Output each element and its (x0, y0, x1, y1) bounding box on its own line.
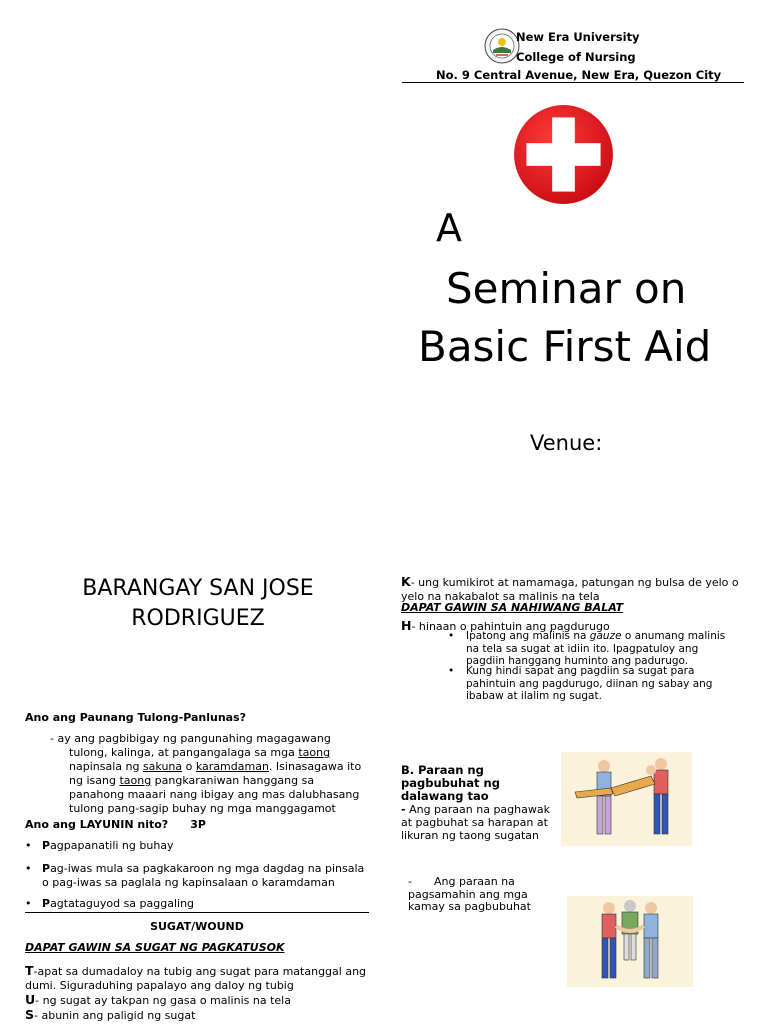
two-person-carry-illustration (561, 752, 692, 846)
title-line-2: Basic First Aid (418, 322, 712, 371)
title-line-1: Seminar on (446, 264, 687, 313)
definition-text (50, 732, 365, 816)
def-line: panahong maaari nang ibigay ang mas dalubhasang (69, 788, 360, 801)
title-article: A (436, 206, 462, 250)
goal-item: • Pag-iwas mula sa pagkakaroon ng mga dagdag na pinsala o pag-iwas sa paglala ng kapinsalaan o karamdaman (25, 862, 365, 889)
bullet-icon: • (448, 665, 455, 677)
red-cross-icon (512, 103, 615, 206)
university-seal-icon (484, 28, 520, 64)
goals-question: Ano ang LAYUNIN nito? 3P (25, 818, 206, 831)
term-taong: taong (298, 746, 331, 759)
bullet-icon: • (25, 862, 32, 875)
college-name: College of Nursing (516, 50, 636, 64)
cut-subheading: DAPAT GAWIN SA NAHIWANG BALAT (401, 601, 624, 614)
university-name: New Era University (516, 30, 640, 44)
bullet-icon: • (25, 839, 32, 852)
term-sakuna: sakuna (142, 760, 183, 773)
goals-tag: 3P (190, 818, 206, 831)
swelling-step: K- ung kumikirot at namamaga, patungan ng bulsa de yelo o yelo na nakabalot sa malinis na tela (401, 574, 739, 603)
barangay-name (40, 574, 356, 634)
address: No. 9 Central Avenue, New Era, Quezon City (436, 68, 722, 82)
wound-heading: SUGAT/WOUND (150, 920, 244, 933)
hand-seat-carry-illustration (567, 896, 693, 987)
def-line: napinsala ng sakuna o karamdaman. Isinasagawa ito (69, 760, 362, 773)
def-line: tulong pang-sagip buhay ng mga manggagamot (69, 802, 336, 815)
barangay-line-1: BARANGAY SAN JOSE (82, 576, 314, 601)
def-line: tulong, kalinga, at pangangalaga sa mga taong (69, 746, 331, 759)
barangay-line-2: RODRIGUEZ (131, 606, 265, 631)
term-karamdaman: karamdaman (195, 760, 269, 773)
wound-subheading: DAPAT GAWIN SA SUGAT NG PAGKATUSOK (25, 941, 285, 954)
bleeding-bullet: • Ipatong ang malinis na gauze o anumang malinis na tela sa sugat at idiin ito. Ipagpatuloy ang pagdiin hanggang huminto ang padurugo. (448, 630, 726, 667)
venue-label: Venue: (530, 431, 603, 455)
def-line: ng isang taong pangkaraniwan hanggang sa (69, 774, 315, 787)
definition-question: Ano ang Paunang Tulong-Panlunas? (25, 711, 247, 724)
goal-item: • Pagtataguyod sa paggaling (25, 897, 195, 910)
header-divider (402, 82, 744, 83)
term-taong: taong (119, 774, 152, 787)
goal-item: • Pagpapanatili ng buhay (25, 839, 174, 852)
wound-step: T-apat sa dumadaloy na tubig ang sugat para matanggal ang dumi. Siguraduhing papalayo ang daloy ng tubig (25, 963, 367, 992)
def-line: - ay ang pagbibigay ng pangunahing magagawang (50, 732, 331, 745)
carry-description: - Ang paraan na paghawak at pagbuhat sa harapan at likuran ng taong sugatan (401, 803, 550, 842)
bullet-icon: • (25, 897, 32, 910)
wound-steps (25, 964, 370, 1023)
bleeding-step: H- hinaan o pahintuin ang pagdurugo (401, 618, 610, 633)
wound-step: U- ng sugat ay takpan ng gasa o malinis na tela (25, 992, 291, 1007)
carry-heading: B. Paraan ng pagbubuhat ng dalawang tao (401, 763, 500, 803)
bleeding-bullet: • Kung hindi sapat ang pagdiin sa sugat para pahintuin ang pagdurugo, diinan ng sabay ang ibabaw at ilalim ng sugat. (448, 665, 713, 702)
wound-step: S- abunin ang paligid ng sugat (25, 1007, 196, 1022)
carry-method-description: - Ang paraan na pagsamahin ang mga kamay sa pagbubuhat (408, 875, 531, 913)
bullet-icon: • (448, 630, 455, 642)
section-divider (25, 912, 369, 913)
